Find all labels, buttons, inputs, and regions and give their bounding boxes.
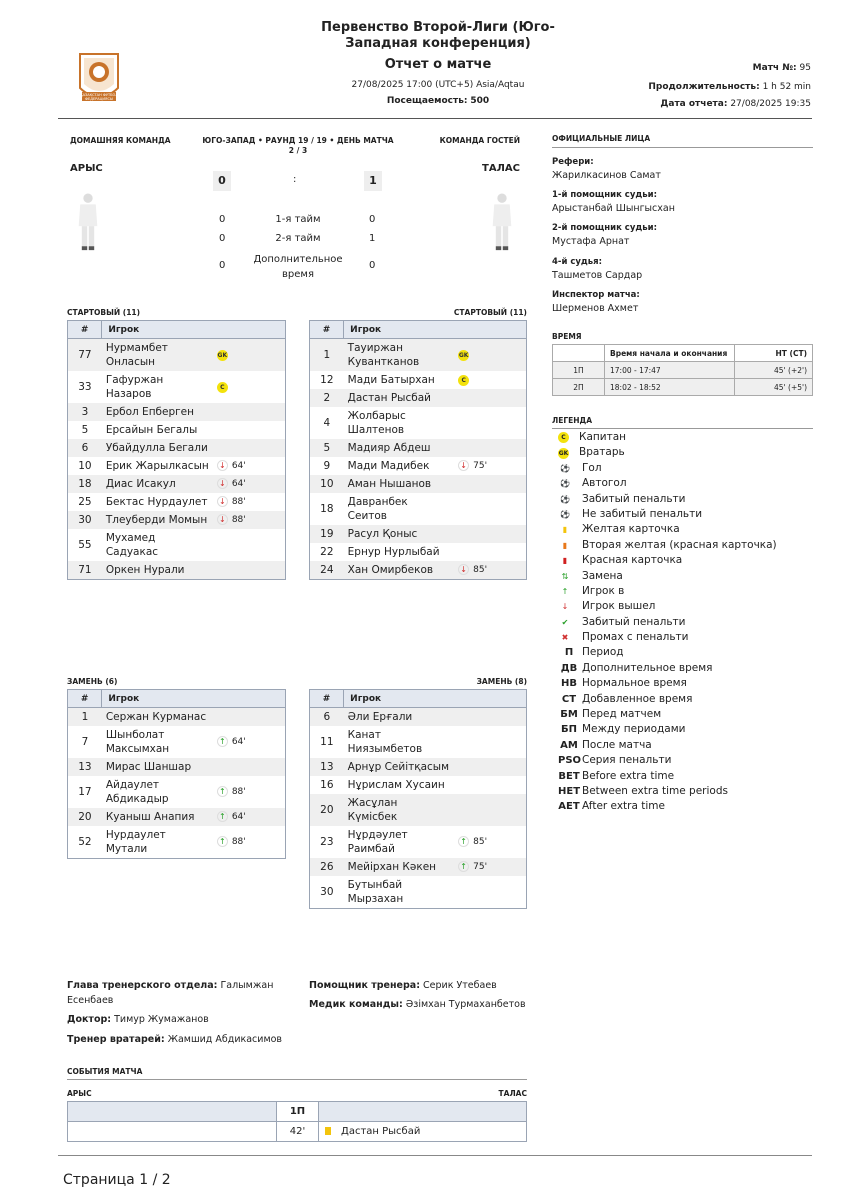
table-row: 6 Әли Ерғали xyxy=(310,708,527,727)
table-row: 30 Бутынбай Мырзахан xyxy=(320,879,404,905)
away-team-label: КОМАНДА ГОСТЕЙ xyxy=(439,136,520,145)
table-row: 16 Нұрислам Хусаин xyxy=(320,779,445,791)
match-datetime: 27/08/2025 17:00 (UTC+5) Asia/Aqtau xyxy=(351,80,525,90)
penalty-scored-check-icon: ✔ xyxy=(561,617,569,627)
penalty-scored-icon: ⚽ xyxy=(560,494,570,504)
player-out-icon: ↓ xyxy=(217,514,228,525)
legend-abbr: ДВ Дополнительное время xyxy=(560,661,713,674)
penalty-miss-x-icon: ✖ xyxy=(561,633,569,643)
player-out-icon: ↓ xyxy=(217,460,228,471)
yellow-card-icon xyxy=(325,1127,331,1135)
away-subs-heading: ЗАМЕНЬ (8) xyxy=(476,677,527,686)
player-out-icon: ↓ xyxy=(561,602,569,612)
table-row: 22 Ернур Нурлыбай xyxy=(320,546,440,558)
player-out-icon: ↓ xyxy=(217,496,228,507)
captain-icon: C xyxy=(558,432,569,443)
home-subs-heading: ЗАМЕНЬ (6) xyxy=(67,677,118,686)
goalkeeper-icon: GK xyxy=(458,352,469,359)
assistant1-label: 1-й помощник судьи: xyxy=(552,190,657,200)
table-row: 33 Гафуржан Назаров C xyxy=(68,371,286,403)
substitution-icon: ⇅ xyxy=(561,571,569,581)
score-separator: : xyxy=(293,174,297,185)
legend-item: ⚽ Забитый пенальти xyxy=(558,492,777,507)
report-date: Дата отчета: 27/08/2025 19:35 xyxy=(660,99,811,109)
player-in-icon: ↑ xyxy=(458,836,469,847)
report-subtitle: Отчет о матче xyxy=(384,57,492,72)
table-row: 23 Нұрдәулет Раимбай ↑ 85' xyxy=(320,829,488,855)
legend-abbr: PSO Серия пенальти xyxy=(558,754,672,767)
home-team-name: АРЫС xyxy=(70,163,103,174)
inspector-label: Инспектор матча: xyxy=(552,290,640,300)
fourth-official-value: Ташметов Сардар xyxy=(552,270,643,281)
events-divider xyxy=(67,1079,527,1080)
team-medic: Медик команды: Әзімхан Турмаханбетов xyxy=(309,999,526,1010)
et-away: 0 xyxy=(369,260,376,271)
p1-label: 1-я тайм xyxy=(275,214,321,225)
legend-abbr: П Период xyxy=(564,646,624,659)
legend-item: ✖ Промах с пенальти xyxy=(558,630,777,645)
p2-label: 2-я тайм xyxy=(275,233,321,244)
second-yellow-icon: ▮ xyxy=(562,540,568,550)
yellow-card-icon: ▮ xyxy=(562,525,568,535)
away-starting-table: # Игрок 1 Тауиржан Кувантканов GK 12 Мади Батырхан C 2 Дастан Рысбай 4 Жолбарыс Шалтенов 5 Мадияр Абдеш 9 Мади Мадибек ↓ 75' 10 Аман Нышанов 18 Давранбек Сеитов 19 Расул Қоныс 22 Ернур Нурлыбай 24 Хан Омирбеков ↓ 85' xyxy=(309,320,527,580)
page-number: Страница 1 / 2 xyxy=(63,1172,171,1188)
away-kit-icon xyxy=(488,192,516,254)
home-starting-table: # Игрок 77 Нурмамбет Онласын GK 33 Гафуржан Назаров C 3 Ербол Епберген 5 Ерсайын Бегалы 6 Убайдулла Бегали 10 Ерик Жарылкасын ↓ 64' 18 Диас Исакул ↓ 64' 25 Бектас Нурдаулет ↓ 88' 30 Тлеуберди Момын ↓ 88' 55 Мухамед Садуакас 71 Оркен Нурали xyxy=(67,320,286,580)
player-in-icon: ↑ xyxy=(217,736,228,747)
p2-away: 1 xyxy=(369,233,376,244)
time-heading: ВРЕМЯ xyxy=(552,332,582,341)
time-row: 1П 17:00 - 17:47 45' (+2') xyxy=(553,362,813,379)
fourth-official-label: 4-й судья: xyxy=(552,257,603,267)
et-label: Дополнительное время xyxy=(253,254,343,280)
table-row: 4 Жолбарыс Шалтенов xyxy=(323,410,406,436)
home-kit-icon xyxy=(74,192,102,254)
table-row: 13 Мирас Шаншар xyxy=(68,758,286,776)
officials-heading: ОФИЦИАЛЬНЫЕ ЛИЦА xyxy=(552,134,651,143)
player-in-icon: ↑ xyxy=(458,861,469,872)
legend-divider xyxy=(552,428,813,429)
et-home: 0 xyxy=(219,260,226,271)
legend-abbr: БМ Перед матчем xyxy=(560,708,662,721)
captain-icon: C xyxy=(217,382,228,393)
goalkeeper-icon: GK xyxy=(558,449,569,457)
attendance: Посещаемость: 500 xyxy=(386,96,490,106)
table-row: 6 Убайдулла Бегали xyxy=(68,439,286,457)
legend-item: ⚽ Не забитый пенальти xyxy=(558,507,777,522)
legend-list xyxy=(558,430,777,815)
match-number: Матч №: 95 xyxy=(752,63,811,73)
referee-value: Жарилкасинов Самат xyxy=(552,170,661,181)
table-row: 1 Сержан Курманас xyxy=(68,708,286,727)
events-period: 1П xyxy=(277,1102,319,1122)
legend-item: ↓ Игрок вышел xyxy=(558,599,777,614)
header-divider xyxy=(58,118,812,119)
events-home: АРЫС xyxy=(67,1089,92,1098)
officials-divider xyxy=(552,147,813,148)
player-out-icon: ↓ xyxy=(458,460,469,471)
table-row: 18 Давранбек Сеитов xyxy=(320,496,408,522)
table-row: 71 Оркен Нурали xyxy=(68,561,286,580)
legend-item: ⚽ Гол xyxy=(558,461,777,476)
assistant2-value: Мустафа Арнат xyxy=(552,236,630,247)
events-away: ТАЛАС xyxy=(498,1089,527,1098)
legend-item: ⇅ Замена xyxy=(558,569,777,584)
legend-abbr: АМ После матча xyxy=(560,738,652,751)
home-score: 0 xyxy=(213,171,231,191)
legend-item: ▮ Желтая карточка xyxy=(558,522,777,537)
table-row: 5 Ерсайын Бегалы xyxy=(81,424,198,436)
table-row: 13 Арнұр Сейітқасым xyxy=(310,758,527,776)
legend-item: ▮ Вторая желтая (красная карточка) xyxy=(558,538,777,553)
match-duration: Продолжительность: 1 h 52 min xyxy=(648,82,811,92)
legend-heading: ЛЕГЕНДА xyxy=(552,416,593,425)
table-row: 2 Дастан Рысбай xyxy=(310,389,527,407)
table-row: 7 Шынболат Максымхан ↑ 64' xyxy=(81,729,246,755)
home-team-label: ДОМАШНЯЯ КОМАНДА xyxy=(70,136,171,145)
legend-item: ✔ Забитый пенальти xyxy=(558,615,777,630)
legend-item: ▮ Красная карточка xyxy=(558,553,777,568)
inspector-value: Шерменов Ахмет xyxy=(552,303,639,314)
legend-abbr: BET Before extra time xyxy=(558,769,675,782)
assistant-coach: Помощник тренера: Серик Утебаев xyxy=(309,980,497,991)
table-row: 55 Мухамед Садуакас xyxy=(78,532,159,558)
legend-abbr: БП Между периодами xyxy=(561,723,686,736)
player-in-icon: ↑ xyxy=(217,811,228,822)
p1-home: 0 xyxy=(219,214,226,225)
table-row: 17 Айдаулет Абдикадыр ↑ 88' xyxy=(78,779,246,805)
table-row: 26 Мейірхан Кәкен ↑ 75' xyxy=(310,858,527,876)
legend-item: ↑ Игрок в xyxy=(558,584,777,599)
player-in-icon: ↑ xyxy=(217,786,228,797)
legend-item: ⚽ Автогол xyxy=(558,476,777,491)
table-row: 25 Бектас Нурдаулет ↓ 88' xyxy=(78,496,246,508)
legend-abbr: СТ Добавленное время xyxy=(561,692,693,705)
events-heading: СОБЫТИЯ МАТЧА xyxy=(67,1067,143,1076)
player-out-icon: ↓ xyxy=(458,564,469,575)
own-goal-icon: ⚽ xyxy=(560,479,570,489)
legend-item: C Капитан xyxy=(558,430,777,445)
table-row: 3 Ербол Епберген xyxy=(68,403,286,421)
assistant1-value: Арыстанбай Шынгысхан xyxy=(552,203,675,214)
logo-caption: ҚАЗАҚСТАН ФУТБОЛ ФЕДЕРАЦИЯСЫ xyxy=(80,93,118,101)
table-row: 19 Расул Қоныс xyxy=(310,525,527,543)
table-row: 52 Нурдаулет Мутали ↑ 88' xyxy=(78,829,246,855)
gk-coach: Тренер вратарей: Жамшид Абдикасимов xyxy=(67,1034,283,1045)
table-row: 30 Тлеуберди Момын ↓ 88' xyxy=(68,511,286,529)
home-subs-table: # Игрок 1 Сержан Курманас 7 Шынболат Максымхан ↑ 64' 13 Мирас Шаншар 17 Айдаулет Абдикадыр ↑ 88' 20 Куаныш Анапия ↑ 64' 52 Нурдаулет Мутали ↑ 88' xyxy=(67,689,286,859)
events-table xyxy=(67,1101,527,1142)
legend-item: GK Вратарь xyxy=(558,446,625,459)
table-row: 5 Мадияр Абдеш xyxy=(310,439,527,457)
footer-divider xyxy=(58,1155,812,1156)
table-row: 24 Хан Омирбеков ↓ 85' xyxy=(310,561,527,580)
table-row: 1 Тауиржан Кувантканов GK xyxy=(310,339,527,372)
captain-icon: C xyxy=(458,375,469,386)
table-row: 10 Аман Нышанов xyxy=(310,475,527,493)
legend-abbr: НВ Нормальное время xyxy=(561,677,687,690)
time-table: Время начала и окончания HT (CT) 1П 17:00 - 17:47 45' (+2') 2П 18:02 - 18:52 45' (+5') xyxy=(552,344,813,396)
goalkeeper-icon: GK xyxy=(217,352,228,359)
away-start-heading: СТАРТОВЫЙ (11) xyxy=(453,308,527,317)
table-row: 12 Мади Батырхан C xyxy=(310,371,527,389)
head-coach: Глава тренерского отдела: Галымжан Есенбаев xyxy=(67,980,274,1006)
penalty-missed-icon: ⚽ xyxy=(560,509,570,519)
p2-home: 0 xyxy=(219,233,226,244)
player-out-icon: ↓ xyxy=(217,478,228,489)
report-title: Первенство Второй-Лиги (Юго-Западная конференция) xyxy=(321,20,555,51)
event-row: 42' Дастан Рысбай xyxy=(68,1122,527,1142)
legend-abbr: HET Between extra time periods xyxy=(558,784,728,797)
goal-icon: ⚽ xyxy=(560,463,570,473)
table-row: 77 Нурмамбет Онласын GK xyxy=(68,339,286,372)
red-card-icon: ▮ xyxy=(562,556,568,566)
table-row: 10 Ерик Жарылкасын ↓ 64' xyxy=(78,460,246,472)
table-row: 11 Канат Ниязымбетов xyxy=(320,729,423,755)
p1-away: 0 xyxy=(369,214,376,225)
player-in-icon: ↑ xyxy=(561,586,569,596)
time-row: 2П 18:02 - 18:52 45' (+5') xyxy=(553,379,813,396)
away-team-name: ТАЛАС xyxy=(482,163,520,174)
away-score: 1 xyxy=(364,171,382,191)
home-start-heading: СТАРТОВЫЙ (11) xyxy=(67,308,141,317)
round-info: ЮГО-ЗАПАД • РАУНД 19 / 19 • ДЕНЬ МАТЧА 2 / 3 xyxy=(202,136,394,155)
table-row: 20 Куаныш Анапия ↑ 64' xyxy=(68,808,286,826)
doctor: Доктор: Тимур Жумажанов xyxy=(67,1014,209,1025)
referee-label: Рефери: xyxy=(552,157,594,167)
table-row: 9 Мади Мадибек ↓ 75' xyxy=(323,460,488,472)
assistant2-label: 2-й помощник судьи: xyxy=(552,223,657,233)
legend-abbr: AET After extra time xyxy=(558,800,665,813)
table-row: 18 Диас Исакул ↓ 64' xyxy=(68,475,286,493)
away-subs-table: # Игрок 6 Әли Ерғали 11 Канат Ниязымбетов 13 Арнұр Сейітқасым 16 Нұрислам Хусаин 20 Жасұлан Күмісбек 23 Нұрдәулет Раимбай ↑ 85' 26 Мейірхан Кәкен ↑ 75' 30 Бутынбай Мырзахан xyxy=(309,689,527,909)
table-row: 20 Жасұлан Күмісбек xyxy=(310,794,527,826)
player-in-icon: ↑ xyxy=(217,836,228,847)
